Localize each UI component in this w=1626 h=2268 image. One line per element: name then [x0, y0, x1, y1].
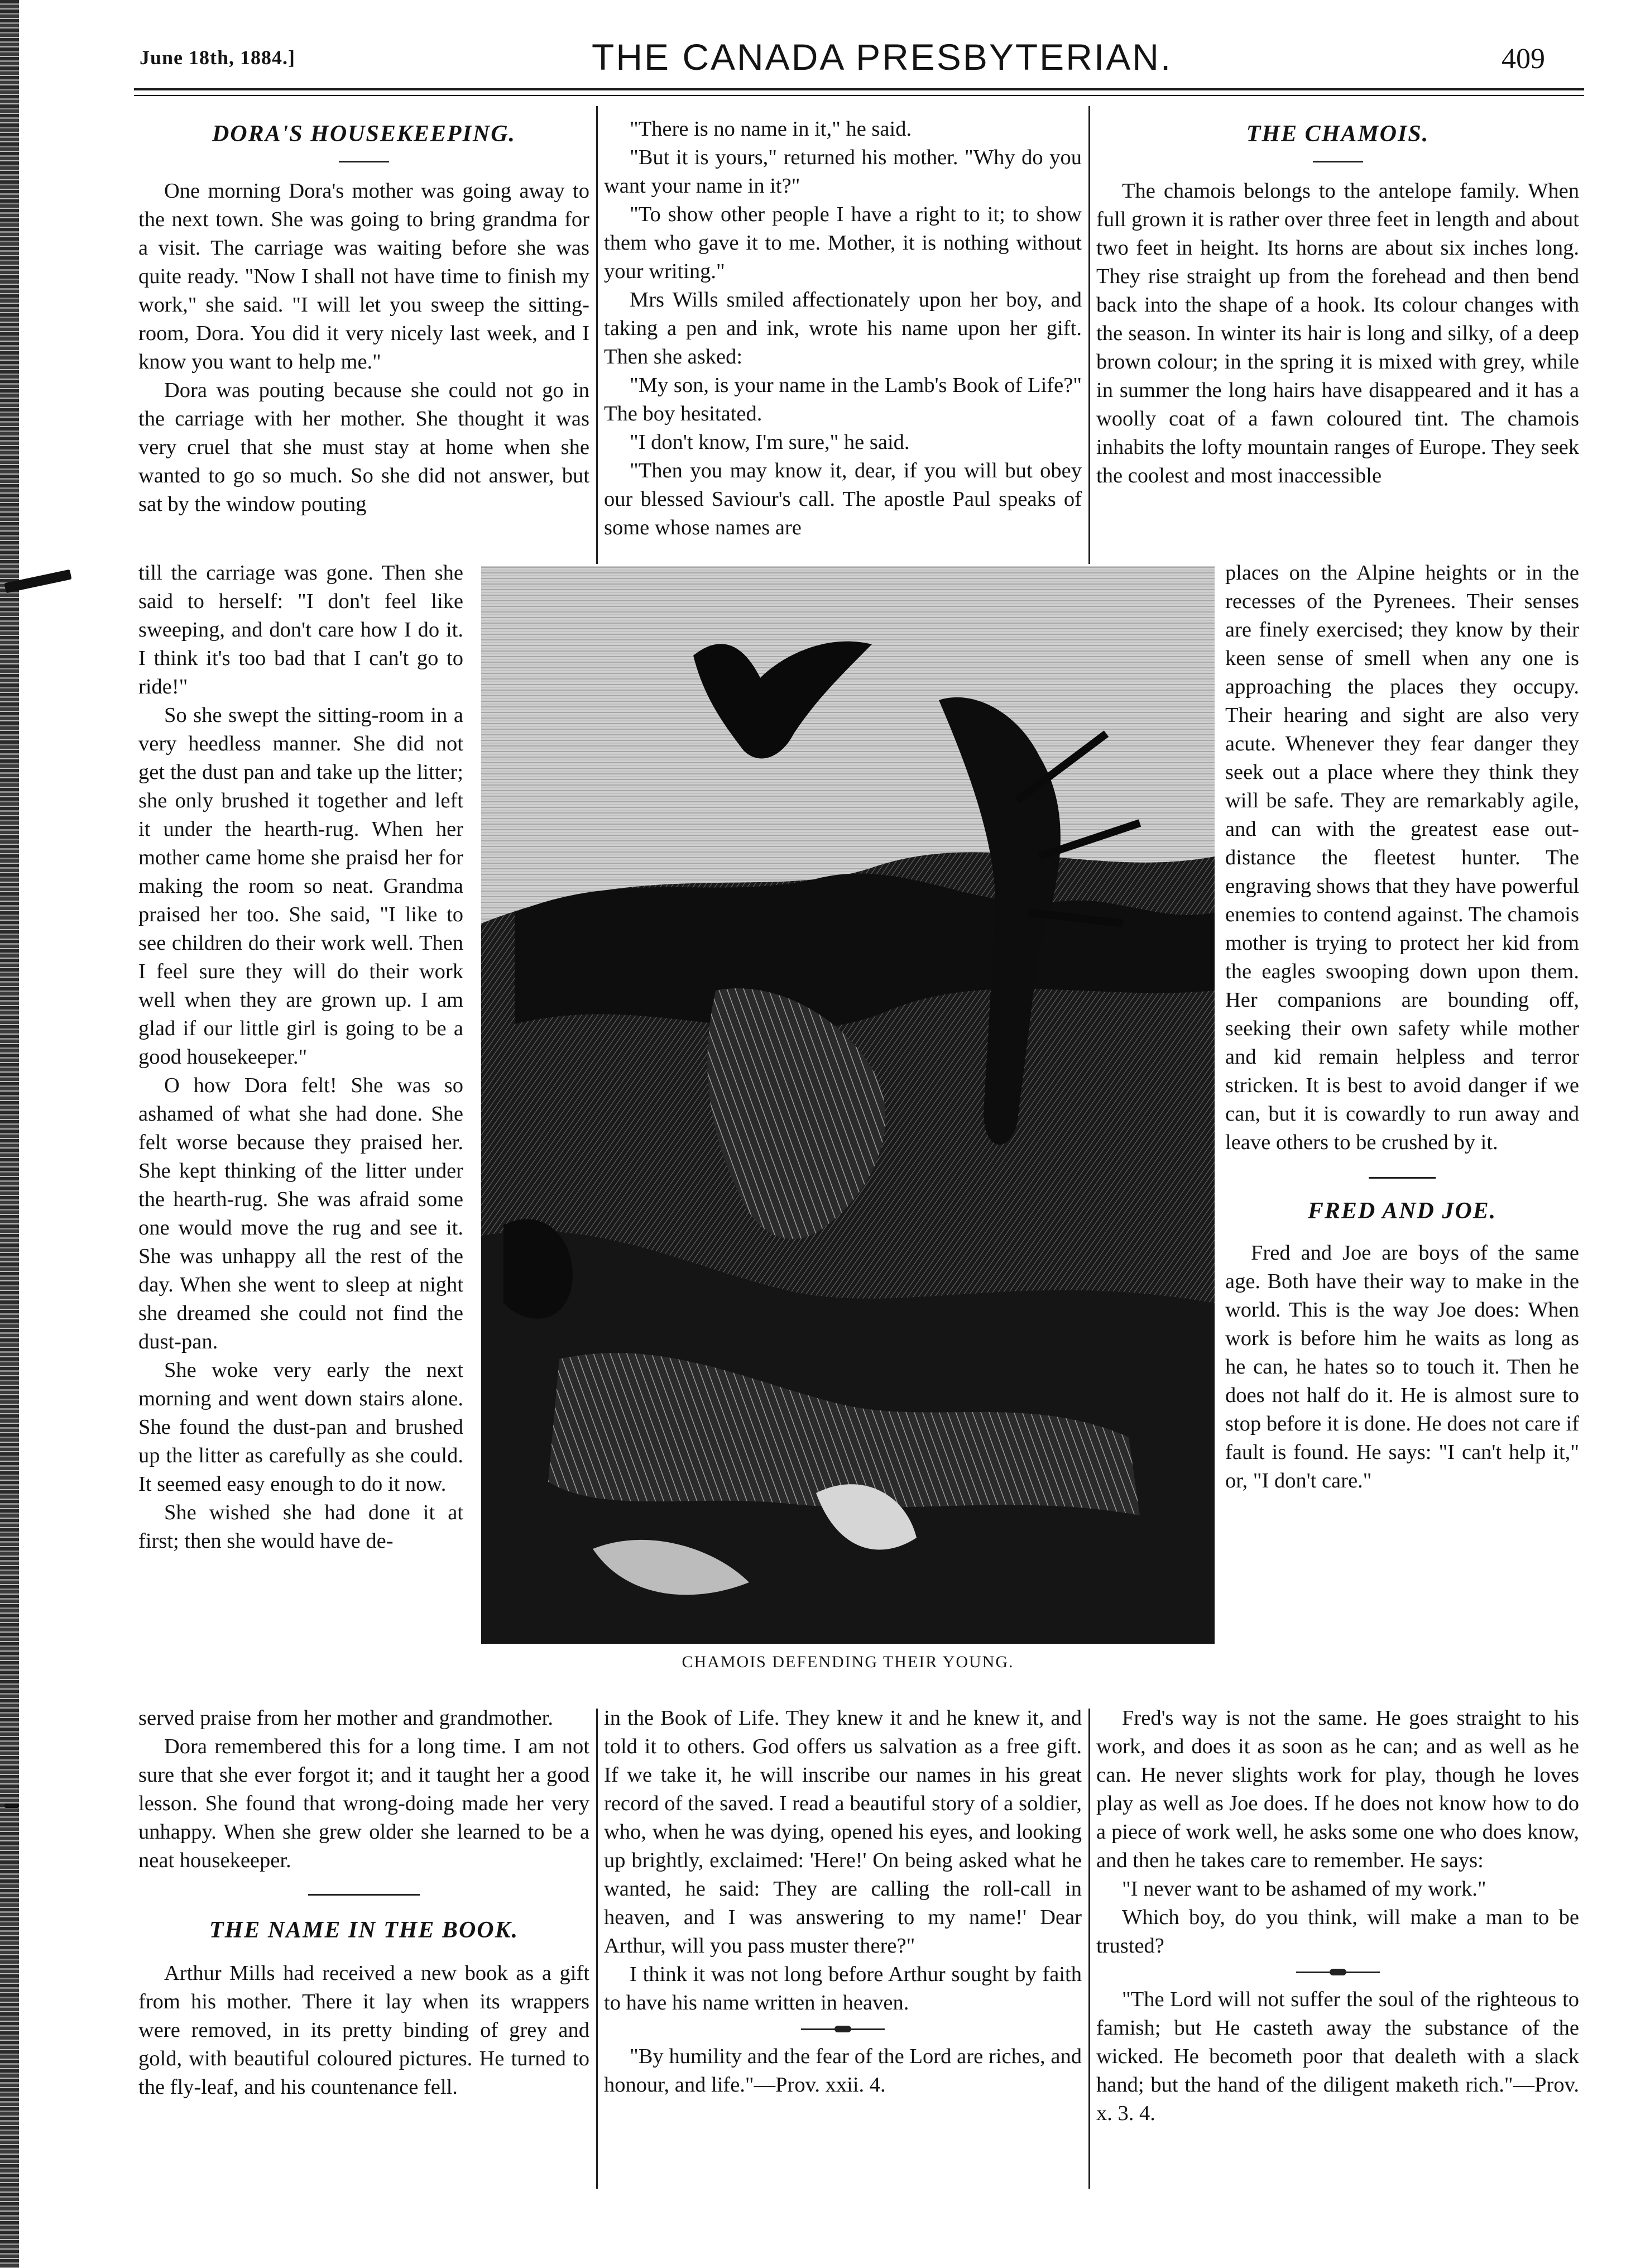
paragraph: She woke very early the next morning and went down stairs alone. She found the dust-pan and brushed up the litter as carefully as she could. It seemed easy enough to do it now. — [138, 1358, 463, 1496]
paragraph: O how Dora felt! She was so ashamed of what she had done. She felt worse because they praised her. She kept thinking of the litter under the hearth-rug. She was afraid some one would move the rug and see it. She was unhappy all the rest of the day. When she went to sleep at night she dreamed she could not find the dust-pan. — [138, 1074, 463, 1353]
scan-mark — [4, 1803, 19, 1808]
paragraph: She wished she had done it at first; then she would have de- — [138, 1501, 463, 1553]
article-title: THE NAME IN THE BOOK. — [209, 1917, 519, 1943]
article-doras-housekeeping-continued — [138, 559, 463, 1556]
scan-edge — [0, 0, 19, 2268]
paragraph: in the Book of Life. They knew it and he knew it, and told it to others. God offers us salvation as a free gift. If we take it, he will inscribe our names in his great record of the saved. I read a beautiful story of a soldier, who, when he was dying, opened his eyes, and looking up brightly, exclaimed: 'Here!' On being asked what he wanted, he said: They are calling the roll-call in heaven, and I was answering to my name!' Dear Arthur, will you pass muster there?" — [604, 1706, 1082, 1958]
article-separator — [1369, 1177, 1436, 1179]
article-title: THE CHAMOIS. — [1246, 121, 1430, 147]
paragraph: One morning Dora's mother was going away to the next town. She was going to bring grandma for a visit. The carriage was waiting before she was quite ready. "Now I shall not have time to finish my work," she said. "I will let you sweep the sitting-room, Dora. You did it very nicely last week, and I know you want to help me." — [138, 179, 589, 374]
paragraph: So she swept the sitting-room in a very heedless manner. She did not get the dust pan and take up the litter; she only brushed it together and left it under the hearth-rug. When her mother came home she praisd her for making the room so neat. Grandma praised her too. She said, "I like to see children do their work well. Then I feel sure they will do their work well when they are grown up. I am glad if our little girl is going to be a good housekeeper." — [138, 704, 463, 1069]
paragraph: "Then you may know it, dear, if you will but obey our blessed Saviour's call. The apostle Paul speaks of some whose names are — [604, 459, 1082, 539]
paragraph: Fred's way is not the same. He goes straight to his work, and does it as soon as he can; and as well as he can. He never slights work for play, though he loves play as well as Joe does. If he does not know how to do a piece of work well, he asks some one who does know, and then he takes care to remember. He says: — [1096, 1706, 1579, 1872]
paragraph: "I don't know, I'm sure," he said. — [630, 430, 910, 454]
paragraph: served praise from her mother and grandmother. — [138, 1706, 554, 1730]
ornament-rule — [801, 2028, 885, 2030]
paragraph: "There is no name in it," he said. — [630, 117, 912, 141]
scripture-quote: "The Lord will not suffer the soul of the righteous to famish; but He casteth away the substance of the wicked. He becometh poor that dealeth with a slack hand; but the hand of the diligent maketh rich."—Prov. x. 3. 4. — [1096, 1988, 1579, 2125]
engraving-chamois-and-eagles — [481, 566, 1215, 1644]
paragraph: till the carriage was gone. Then she said to herself: "I don't feel like sweeping, and don't care how I do it. I think it's too bad that I can't go to ride!" — [138, 561, 463, 698]
column-divider — [1088, 106, 1090, 564]
header-rule — [134, 88, 1584, 90]
header-rule — [134, 95, 1584, 96]
paragraph: "To show other people I have a right to it; to show them who gave it to me. Mother, it is nothing without your writing." — [604, 203, 1082, 283]
article-chamois — [1096, 118, 1579, 490]
paragraph: Mrs Wills smiled affectionately upon her boy, and taking a pen and ink, wrote his name upon her gift. Then she asked: — [604, 288, 1082, 369]
paragraph: I think it was not long before Arthur sought by faith to have his name written in heaven. — [604, 1963, 1082, 2015]
paragraph: places on the Alpine heights or in the recesses of the Pyrenees. Their senses are finely exercised; they know by their keen sense of smell when any one is approaching the places they occupy. Their hearing and sight are also very acute. Whenever they fear danger they seek out a place where they think they will be safe. They are remarkably agile, and can with the greatest ease out-distance the fleetest hunter. The engraving shows that they have powerful enemies to contend against. The chamois mother is trying to protect her kid from the eagles swooping down upon them. Her companions are bounding off, seeking their own safety while mother and kid remain helpless and terror stricken. It is best to avoid danger if we can, but it is cowardly to run away and leave others to be crushed by it. — [1225, 561, 1580, 1154]
article-separator — [308, 1894, 420, 1896]
page-number: 409 — [1502, 43, 1545, 75]
column-divider — [1088, 1709, 1090, 2189]
figure-caption: CHAMOIS DEFENDING THEIR YOUNG. — [682, 1653, 1014, 1671]
article-doras-housekeeping — [138, 118, 589, 519]
engraving-illustration — [481, 566, 1215, 1644]
paragraph: "But it is yours," returned his mother. "Why do you want your name in it?" — [604, 146, 1082, 198]
article-name-in-book-end — [604, 1704, 1082, 2099]
column-divider — [596, 1709, 598, 2189]
paragraph: The chamois belongs to the antelope family. When full grown it is rather over three feet in length and about two feet in height. Its horns are about six inches long. They rise straight up from the forehead and then bend back into the shape of a hook. Its colour changes with the season. In winter its hair is long and silky, of a deep brown colour; in the spring it is mixed with grey, while in summer the long hairs have disappeared and it has a woolly coat of a fawn coloured tint. The chamois inhabits the lofty mountain ranges of Europe. They seek the coolest and most inaccessible — [1096, 179, 1579, 487]
article-chamois-continued — [1225, 559, 1579, 1495]
paragraph: "My son, is your name in the Lamb's Book of Life?" The boy hesitated. — [604, 374, 1082, 425]
paragraph: "I never want to be ashamed of my work." — [1122, 1877, 1486, 1901]
paragraph: Dora was pouting because she could not go in the carriage with her mother. She thought it was very cruel that she must stay at home when she wanted to go so much. So she did not answer, but sat by the window pouting — [138, 379, 589, 516]
paragraph: Arthur Mills had received a new book as a gift from his mother. There it lay when its wrappers were removed, in its pretty binding of grey and gold, with beautiful coloured pictures. He turned to the fly-leaf, and his countenance fell. — [138, 1961, 589, 2099]
scripture-quote: "By humility and the fear of the Lord are riches, and honour, and life."—Prov. xxii. 4. — [604, 2045, 1082, 2097]
title-rule — [1313, 161, 1363, 162]
article-title: FRED AND JOE. — [1307, 1198, 1497, 1224]
paragraph: Fred and Joe are boys of the same age. Both have their way to make in the world. This is the way Joe does: When work is before him he waits as long as he can, he hates so to touch it. Then he does not half do it. He is almost sure to stop before it is done. He does not care if fault is found. He says: "I can't help it," or, "I don't care." — [1225, 1241, 1579, 1492]
column-divider — [596, 106, 598, 564]
article-name-in-book-continued — [604, 115, 1082, 542]
issue-date: June 18th, 1884.] — [140, 46, 296, 69]
article-title: DORA'S HOUSEKEEPING. — [212, 121, 516, 147]
paragraph: Which boy, do you think, will make a man to be trusted? — [1096, 1906, 1579, 1958]
title-rule — [339, 161, 389, 162]
article-doras-housekeeping-end — [138, 1704, 589, 2102]
paragraph: Dora remembered this for a long time. I am not sure that she ever forgot it; and it taught her a good lesson. She found that wrong-doing made her very unhappy. When she grew older she learned to be a neat housekeeper. — [138, 1735, 589, 1872]
masthead-title: THE CANADA PRESBYTERIAN. — [592, 36, 1173, 78]
ornament-rule — [1296, 1972, 1380, 1973]
article-fred-and-joe-end — [1096, 1704, 1579, 2128]
